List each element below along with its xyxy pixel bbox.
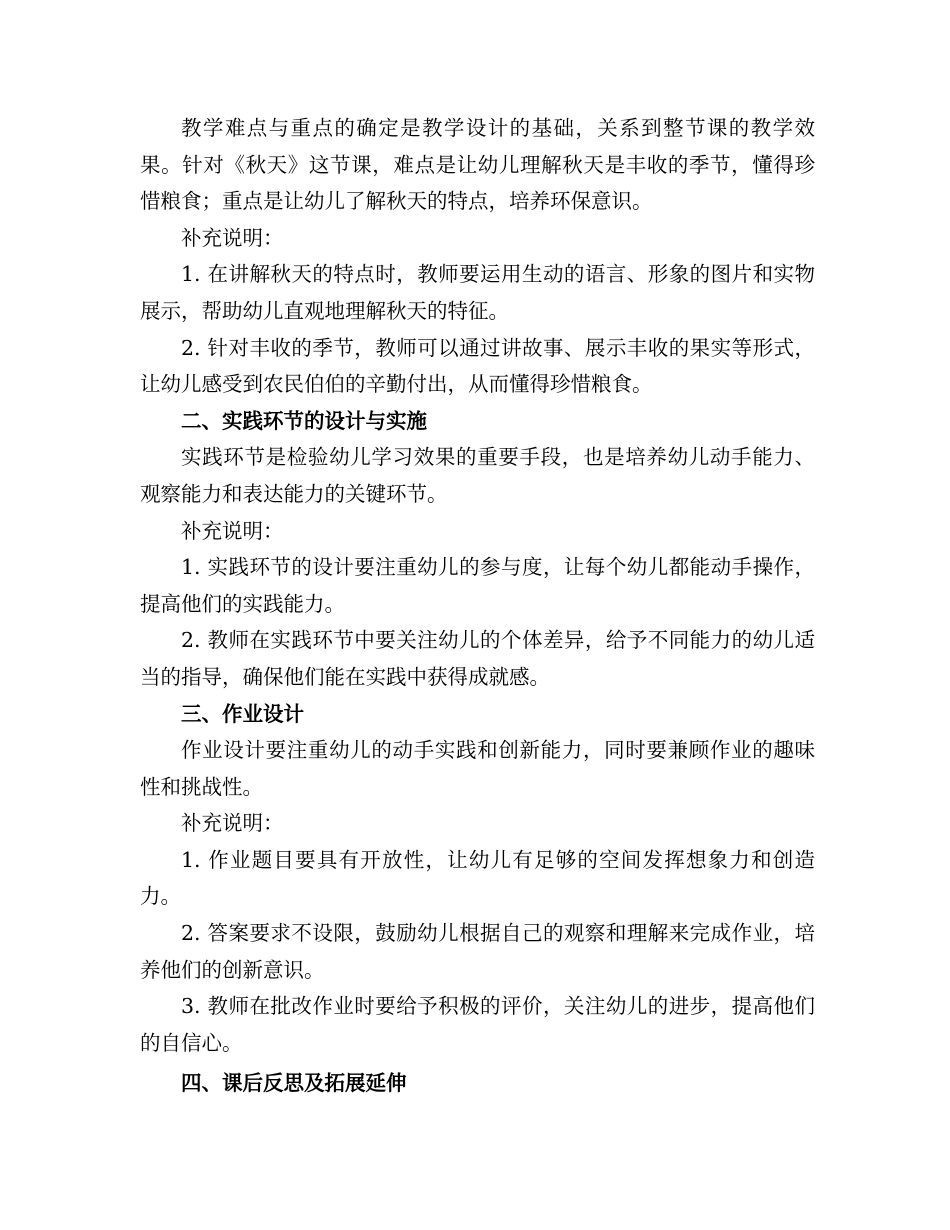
paragraph-item-3: 3. 教师在批改作业时要给予积极的评价，关注幼儿的进步，提高他们的自信心。	[140, 994, 815, 1055]
paragraph-practice-intro: 实践环节是检验幼儿学习效果的重要手段，也是培养幼儿动手能力、观察能力和表达能力的关键环节。	[140, 445, 815, 506]
paragraph-item-1: 1. 在讲解秋天的特点时，教师要运用生动的语言、形象的图片和实物展示，帮助幼儿直观地理解秋天的特征。	[140, 262, 815, 323]
paragraph-supplement-label: 补充说明：	[181, 225, 284, 250]
paragraph-item-2: 2. 针对丰收的季节，教师可以通过讲故事、展示丰收的果实等形式，让幼儿感受到农民伯伯的辛勤付出，从而懂得珍惜粮食。	[140, 335, 815, 397]
paragraph-homework-intro: 作业设计要注重幼儿的动手实践和创新能力，同时要兼顾作业的趣味性和挑战性。	[140, 738, 815, 799]
paragraph-difficulty-focus: 教学难点与重点的确定是教学设计的基础，关系到整节课的教学效果。针对《秋天》这节课，难点是让幼儿理解秋天是丰收的季节，懂得珍惜粮食；重点是让幼儿了解秋天的特点，培养环保意识。	[140, 116, 815, 214]
paragraph-item-1: 1. 实践环节的设计要注重幼儿的参与度，让每个幼儿都能动手操作，提高他们的实践能力。	[140, 555, 815, 616]
document-page	[140, 110, 815, 1102]
paragraph-supplement-label: 补充说明：	[181, 811, 284, 836]
section-heading-reflection: 四、课后反思及拓展延伸	[181, 1071, 407, 1096]
paragraph-item-2: 2. 教师在实践环节中要关注幼儿的个体差异，给予不同能力的幼儿适当的指导，确保他们能在实践中获得成就感。	[140, 628, 815, 689]
section-heading-homework: 三、作业设计	[181, 701, 304, 726]
paragraph-item-2: 2. 答案要求不设限，鼓励幼儿根据自己的观察和理解来完成作业，培养他们的创新意识。	[140, 921, 815, 982]
section-heading-practice: 二、实践环节的设计与实施	[181, 408, 427, 433]
paragraph-supplement-label: 补充说明：	[181, 518, 284, 543]
paragraph-item-1: 1. 作业题目要具有开放性，让幼儿有足够的空间发挥想象力和创造力。	[140, 847, 815, 909]
